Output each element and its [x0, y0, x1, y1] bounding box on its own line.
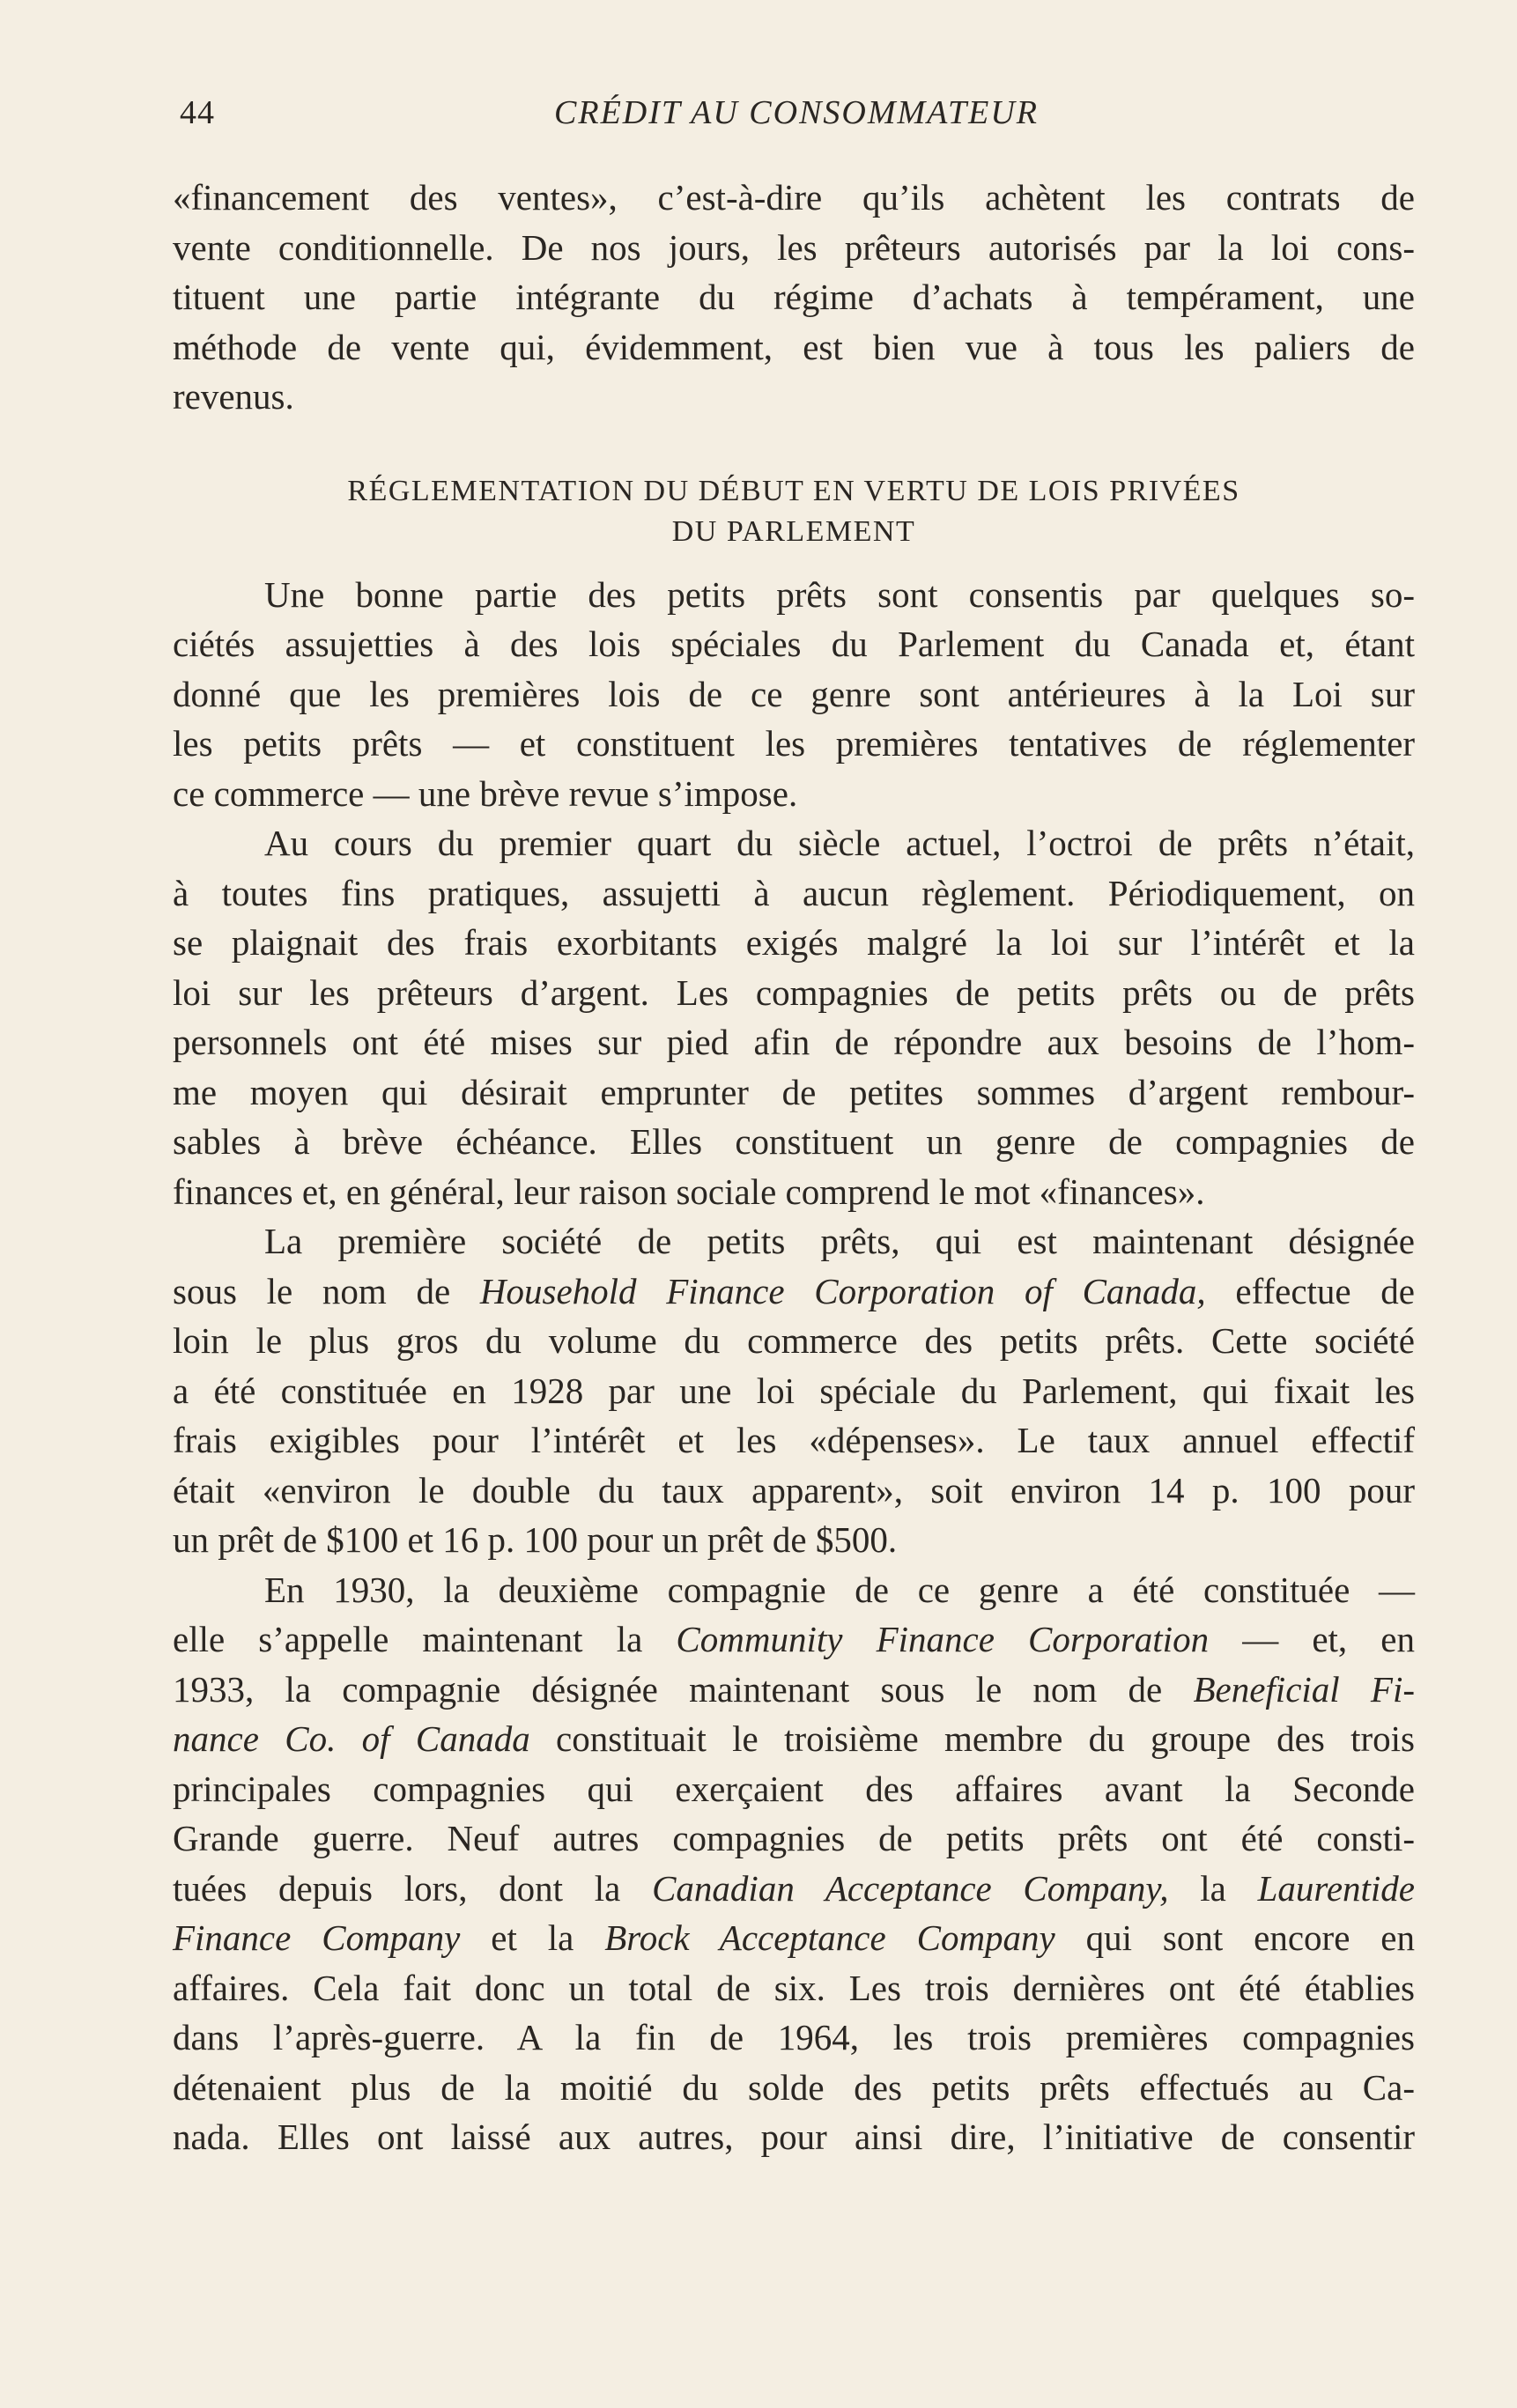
company-name: Finance Company: [173, 1917, 461, 1958]
text-line: Grande guerre. Neuf autres compagnies de petits prêts ont été consti-: [173, 1818, 1415, 1858]
company-name: Community Finance Corporation: [676, 1619, 1210, 1659]
company-name: nance Co. of Canada: [173, 1718, 530, 1759]
text-line: les petits prêts — et constituent les premières tentatives de réglementer: [173, 723, 1415, 764]
text-line: [173, 1714, 1415, 1764]
text-line: Une bonne partie des petits prêts sont consentis par quelques so-: [264, 573, 1415, 615]
text-line: vente conditionnelle. De nos jours, les prêteurs autorisés par la loi cons-: [173, 226, 1415, 268]
text-line: La première société de petits prêts, qui est maintenant désignée: [264, 1221, 1415, 1261]
running-head: [180, 93, 1413, 146]
text-line: sables à brève échéance. Elles constituent un genre de compagnies de: [173, 1121, 1415, 1162]
section-heading-line-1: RÉGLEMENTATION DU DÉBUT EN VERTU DE LOIS PRIVÉES: [347, 474, 1240, 507]
paragraph: [173, 1565, 1415, 2162]
text-line: Au cours du premier quart du siècle actuel, l’octroi de prêts n’était,: [264, 823, 1415, 863]
text-line: a été constituée en 1928 par une loi spéciale du Parlement, qui fixait les: [173, 1370, 1415, 1411]
text-line: affaires. Cela fait donc un total de six. Les trois dernières ont été établies: [173, 1967, 1415, 2008]
text-run: effectue de: [1205, 1270, 1416, 1311]
text-run: elle s’appelle maintenant la: [173, 1619, 677, 1659]
text-run: la: [1168, 1867, 1258, 1909]
text-line: loin le plus gros du volume du commerce des petits prêts. Cette société: [173, 1320, 1415, 1361]
text-run: — et, en: [1209, 1619, 1415, 1659]
company-name: Beneficial Fi-: [1193, 1668, 1415, 1710]
text-line: détenaient plus de la moitié du solde des petits prêts effectués au Ca-: [173, 2066, 1415, 2108]
text-line: donné que les premières lois de ce genre sont antérieures à la Loi sur: [173, 673, 1415, 714]
text-line: [173, 1614, 1415, 1665]
text-line: à toutes fins pratiques, assujetti à aucun règlement. Périodiquement, on: [173, 872, 1415, 913]
paragraph: [173, 1216, 1415, 1565]
paragraph: [173, 570, 1415, 819]
page-number: 44: [180, 94, 215, 131]
text-line: «financement des ventes», c’est-à-dire qu’ils achètent les contrats de: [173, 177, 1415, 218]
text-run: tuées depuis lors, dont la: [173, 1867, 653, 1909]
section-heading-line-2: DU PARLEMENT: [671, 514, 916, 548]
text-line: principales compagnies qui exerçaient des affaires avant la Seconde: [173, 1768, 1415, 1809]
text-line: finances et, en général, leur raison sociale comprend le mot «finances».: [173, 1171, 1205, 1212]
text-run: 1933, la compagnie désignée maintenant sous le nom de: [173, 1668, 1194, 1710]
running-title: CRÉDIT AU CONSOMMATEUR: [554, 94, 1039, 131]
text-line: [173, 1913, 1415, 1963]
text-line: ce commerce — une brève revue s’impose.: [173, 772, 798, 814]
text-line: [173, 1864, 1415, 1914]
text-line: [173, 1665, 1415, 1715]
text-line: tituent une partie intégrante du régime d’achats à tempérament, une: [173, 277, 1415, 317]
text-line: nada. Elles ont laissé aux autres, pour ainsi dire, l’initiative de consentir: [173, 2116, 1415, 2157]
company-name: Canadian Acceptance Company,: [652, 1867, 1169, 1909]
section-heading: [173, 471, 1415, 552]
text-run: constituait le troisième membre du groupe des trois: [529, 1718, 1415, 1759]
text-line: ciétés assujetties à des lois spéciales du Parlement du Canada et, étant: [173, 624, 1415, 664]
paragraph-continuation: [173, 173, 1415, 422]
body-text: [173, 173, 1415, 2162]
text-line: [173, 1267, 1415, 1317]
text-line: se plaignait des frais exorbitants exigés malgré la loi sur l’intérêt et la: [173, 922, 1415, 963]
company-name: Laurentide: [1257, 1867, 1415, 1909]
paragraph: [173, 818, 1415, 1216]
text-line: personnels ont été mises sur pied afin de répondre aux besoins de l’hom-: [173, 1022, 1415, 1062]
text-line: frais exigibles pour l’intérêt et les «dépenses». Le taux annuel effectif: [173, 1420, 1415, 1460]
text-run: qui sont encore en: [1054, 1917, 1416, 1958]
text-line: était «environ le double du taux apparent», soit environ 14 p. 100 pour: [173, 1469, 1415, 1511]
text-line: un prêt de $100 et 16 p. 100 pour un prêt de $500.: [173, 1519, 898, 1560]
text-run: et la: [460, 1917, 605, 1958]
text-line: me moyen qui désirait emprunter de petites sommes d’argent rembour-: [173, 1071, 1415, 1112]
text-line: En 1930, la deuxième compagnie de ce genre a été constituée —: [264, 1569, 1415, 1610]
text-line: dans l’après-guerre. A la fin de 1964, les trois premières compagnies: [173, 2017, 1415, 2057]
text-line: loi sur les prêteurs d’argent. Les compagnies de petits prêts ou de prêts: [173, 971, 1415, 1013]
text-run: sous le nom de: [173, 1270, 480, 1311]
text-line: revenus.: [173, 376, 294, 417]
company-name: Household Finance Corporation of Canada,: [479, 1270, 1206, 1311]
text-line: méthode de vente qui, évidemment, est bien vue à tous les paliers de: [173, 326, 1415, 367]
company-name: Brock Acceptance Company: [604, 1917, 1055, 1958]
